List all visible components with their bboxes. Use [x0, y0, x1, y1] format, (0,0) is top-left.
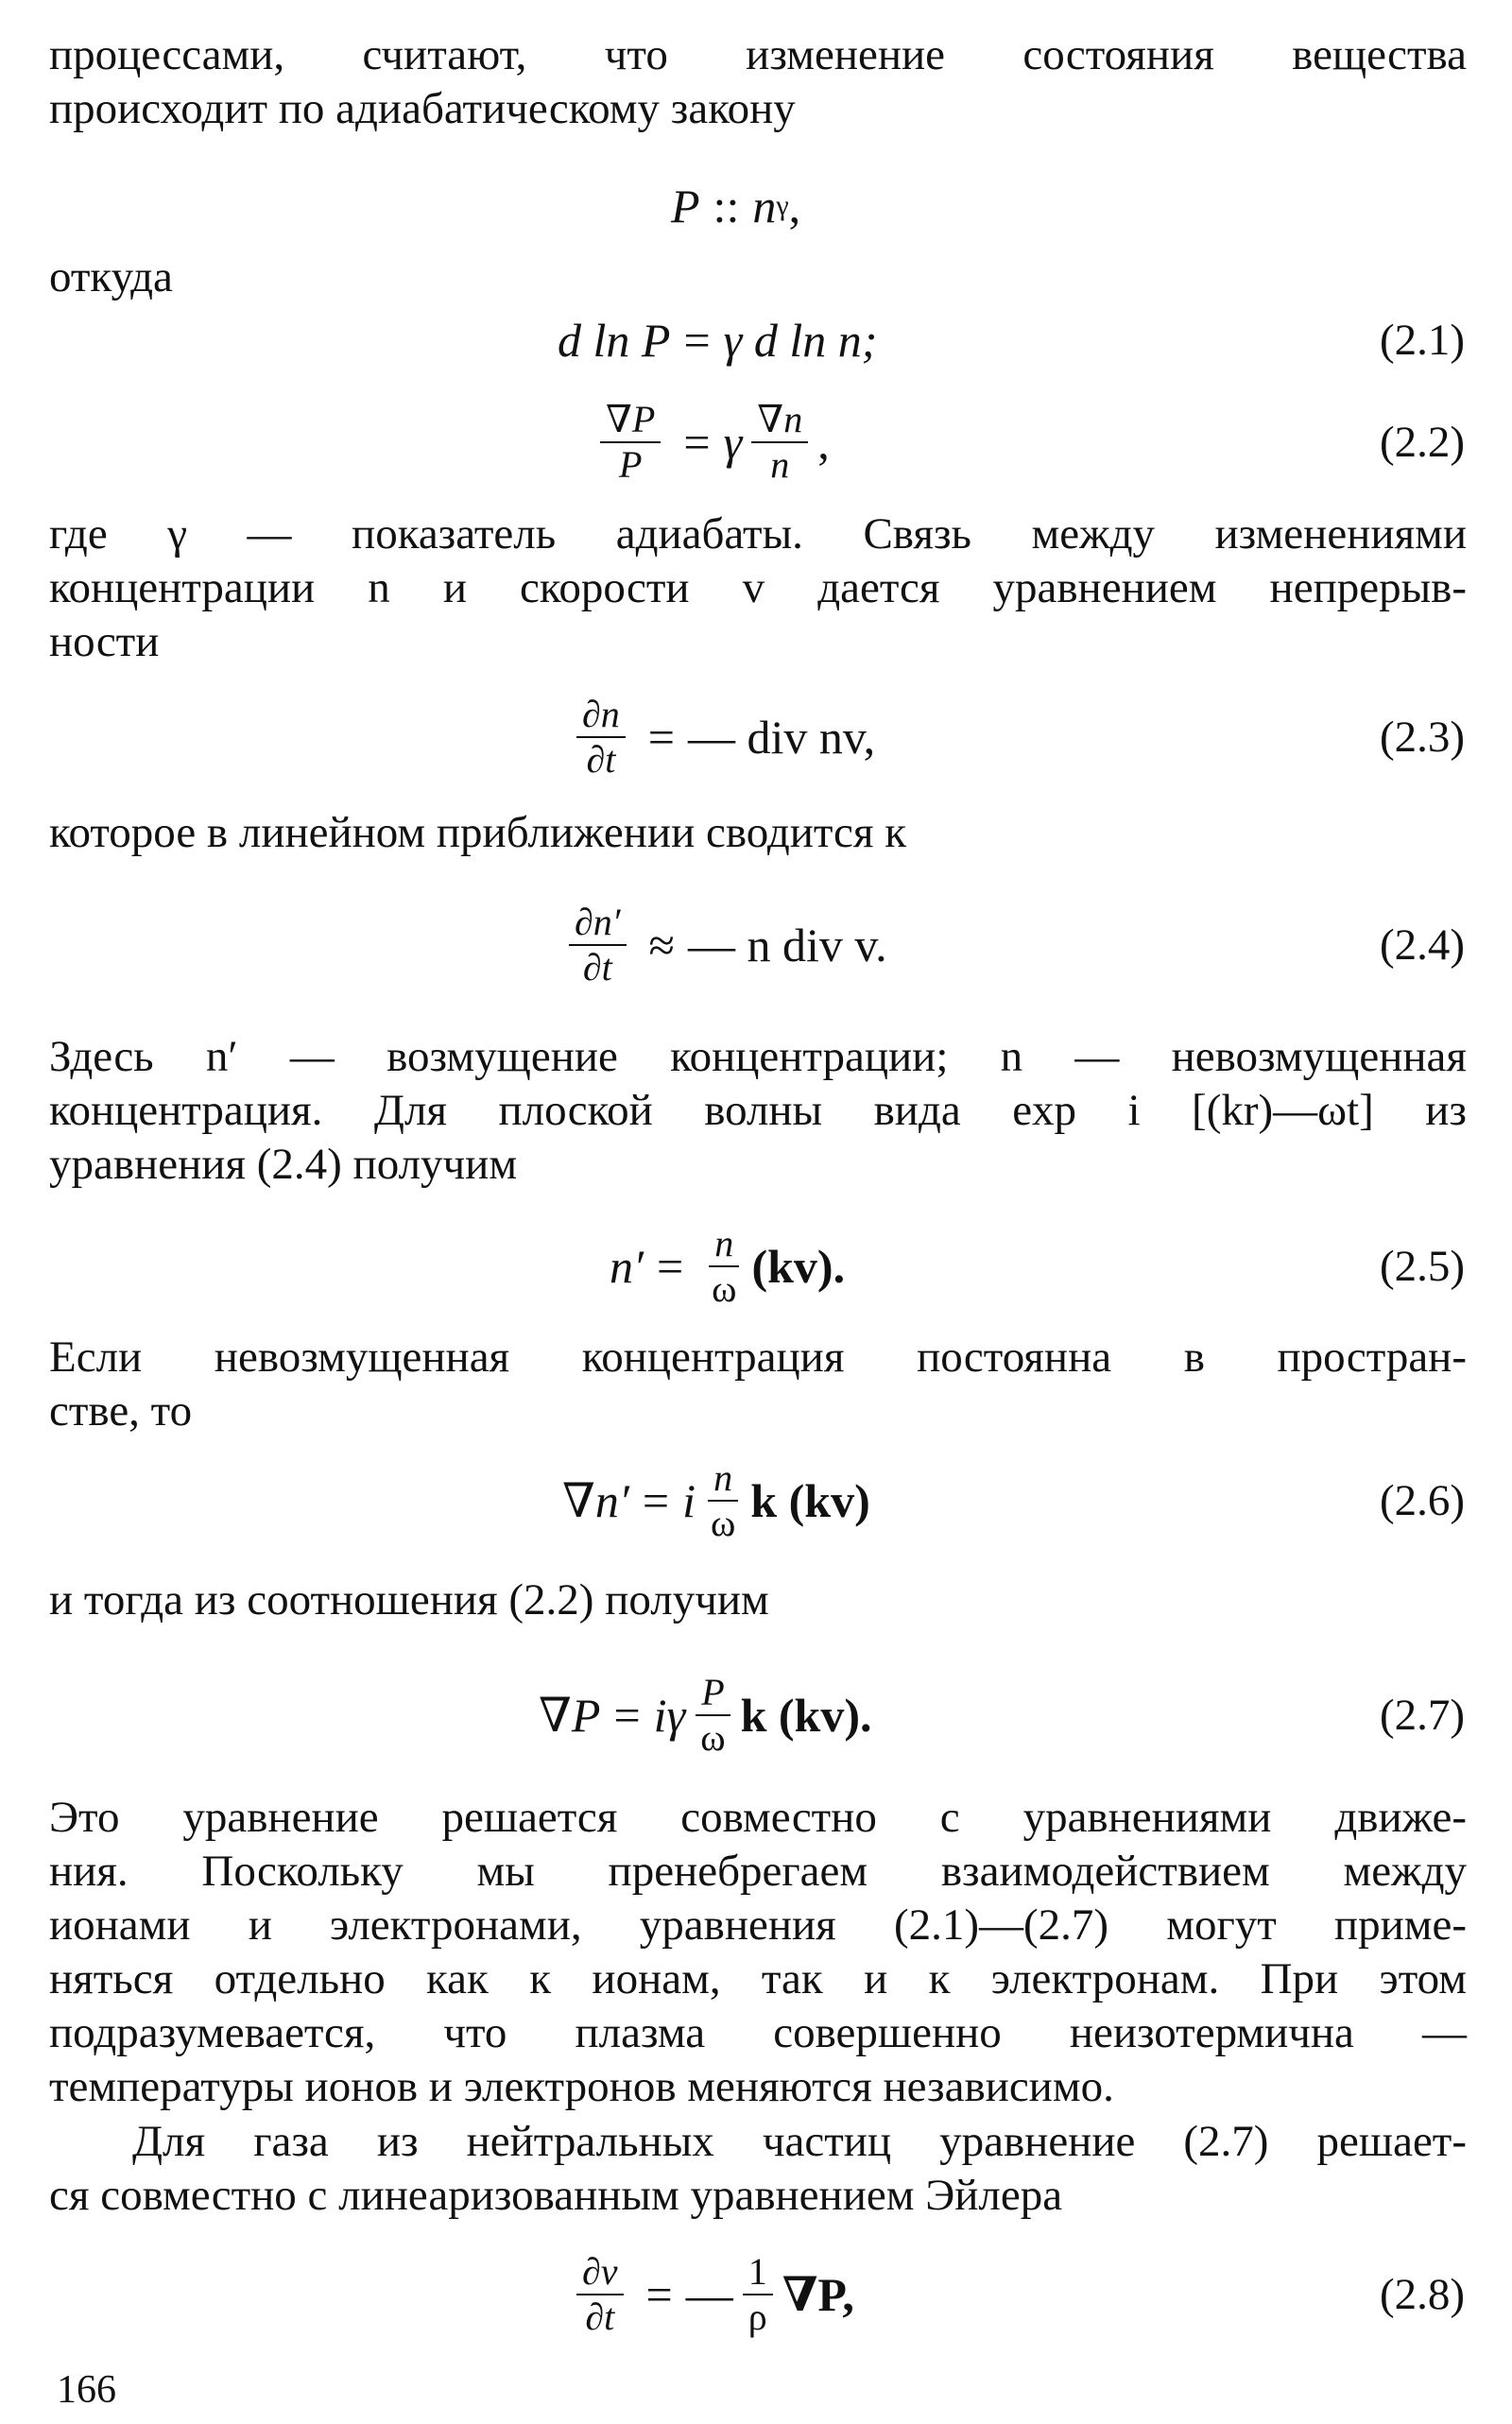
- eq-rhs: k (kv): [750, 1473, 870, 1527]
- eq-relation: =: [647, 711, 675, 764]
- eq-lhs: ∇P: [539, 1688, 601, 1742]
- frac-denominator: ∂t: [582, 946, 612, 989]
- eq-relation: ≈: [648, 919, 675, 971]
- frac-numerator: ∇n: [751, 400, 808, 443]
- text-line: Это уравнение решается совместно с уравнениями движе-: [49, 1793, 1467, 1842]
- text-line: концентрации n и скорости v дается уравнением непрерыв-: [49, 563, 1467, 612]
- text-line: Для газа из нейтральных частиц уравнение (2.7) решает-: [132, 2117, 1467, 2166]
- fraction: [576, 2249, 624, 2338]
- equation-number: (2.2): [1379, 418, 1465, 467]
- eq-rhs: — n div v.: [687, 919, 887, 971]
- equation-number: (2.4): [1379, 920, 1465, 970]
- frac-denominator: n: [770, 443, 790, 486]
- equation-number: (2.5): [1379, 1242, 1465, 1291]
- paragraph-2: [49, 250, 1467, 304]
- eq-coefficient: i: [682, 1473, 696, 1527]
- frac-numerator: ∇P: [600, 400, 661, 443]
- frac-numerator: P: [696, 1673, 730, 1716]
- equation-2-3: [0, 690, 1512, 784]
- text-line: Здесь n′ — возмущение концентрации; n — невозмущенная: [49, 1032, 1467, 1081]
- paragraph-3: [49, 507, 1467, 669]
- text-line: где γ — показатель адиабаты. Связь между изменениями: [49, 509, 1467, 559]
- text-line: Если невозмущенная концентрация постоянна в простран-: [49, 1332, 1467, 1382]
- text-line: температуры ионов и электронов меняются независимо.: [49, 2062, 1114, 2111]
- text-line: ности: [49, 617, 160, 666]
- equation-2-1: [0, 298, 1512, 383]
- text-line: ся совместно с линеаризованным уравнением Эйлера: [49, 2171, 1063, 2220]
- fraction: [600, 400, 661, 485]
- text-line: ния. Поскольку мы пренебрегаем взаимодействием между: [49, 1847, 1467, 1896]
- eq-rhs: ∇P,: [782, 2268, 854, 2321]
- fraction: [695, 1670, 730, 1759]
- eq-rhs: n: [752, 180, 777, 232]
- frac-denominator: ω: [700, 1715, 726, 1759]
- equation-number: (2.6): [1379, 1475, 1465, 1525]
- text-line: подразумевается, что плазма совершенно неизотермична —: [49, 2008, 1467, 2057]
- eq-relation: ::: [713, 180, 740, 232]
- frac-numerator: 1: [743, 2252, 773, 2295]
- eq-tail: ,: [817, 416, 830, 469]
- eq-coefficient: γ: [723, 416, 743, 469]
- eq-rhs: γ d ln n;: [723, 314, 878, 367]
- text-line: происходит по адиабатическому закону: [49, 84, 796, 133]
- paragraph-9: [49, 2115, 1467, 2223]
- text-line: и тогда из соотношения (2.2) получим: [49, 1575, 769, 1625]
- fraction: [569, 903, 627, 988]
- equation-2-8: [0, 2244, 1512, 2344]
- eq-lhs: n′: [610, 1240, 644, 1293]
- paragraph-4: [49, 806, 1467, 860]
- text-line: процессами, считают, что изменение состояния вещества: [49, 30, 1467, 79]
- frac-denominator: ω: [710, 1501, 736, 1544]
- equation-number: (2.8): [1379, 2269, 1465, 2319]
- frac-denominator: ω: [712, 1267, 737, 1310]
- frac-numerator: ∂n′: [569, 903, 627, 946]
- equation-2-2: [0, 395, 1512, 490]
- page-number: 166: [57, 2368, 116, 2412]
- paragraph-8: [49, 1791, 1467, 2114]
- fraction: [705, 1455, 741, 1544]
- text-line: стве, то: [49, 1386, 193, 1435]
- fraction: [751, 400, 808, 485]
- text-line: няться отдельно как к ионам, так и к электронам. При этом: [49, 1954, 1467, 2003]
- eq-rhs: k (kv).: [740, 1688, 872, 1742]
- paragraph-6: [49, 1331, 1467, 1438]
- frac-numerator: n: [708, 1458, 738, 1502]
- frac-numerator: ∂v: [576, 2252, 624, 2295]
- frac-numerator: ∂n: [576, 695, 626, 738]
- fraction: [706, 1224, 742, 1309]
- equation-2-6: [0, 1451, 1512, 1550]
- equation-2-7: [0, 1665, 1512, 1764]
- eq-exponent: γ: [776, 190, 789, 221]
- paragraph-7: [49, 1573, 1467, 1627]
- paragraph-1: [49, 28, 1467, 136]
- fraction: [743, 2249, 773, 2338]
- fraction: [576, 695, 626, 780]
- equation-number: (2.3): [1379, 713, 1465, 762]
- text-line: откуда: [49, 252, 173, 301]
- equation-number: (2.1): [1379, 316, 1465, 365]
- eq-lhs: ∇n′: [562, 1473, 629, 1527]
- eq-relation: =: [656, 1240, 684, 1293]
- frac-denominator: ∂t: [586, 738, 616, 781]
- eq-relation: =: [642, 1473, 670, 1527]
- eq-relation: =: [683, 416, 711, 469]
- equation-number: (2.7): [1379, 1690, 1465, 1740]
- frac-numerator: n: [709, 1224, 739, 1267]
- text-line: которое в линейном приближении сводится к: [49, 808, 907, 857]
- eq-relation: =: [613, 1688, 641, 1742]
- text-line: ионами и электронами, уравнения (2.1)—(2.7) могут приме-: [49, 1900, 1467, 1950]
- eq-minus: —: [685, 2267, 733, 2321]
- paragraph-5: [49, 1030, 1467, 1192]
- eq-relation: =: [683, 314, 711, 367]
- eq-coefficient: iγ: [653, 1688, 686, 1742]
- text-line: концентрация. Для плоской волны вида exp i [(kr)—ωt] из: [49, 1086, 1467, 1135]
- eq-rhs: — div nv,: [687, 711, 876, 764]
- frac-denominator: P: [618, 443, 643, 486]
- equation-2-5: [0, 1219, 1512, 1314]
- eq-rhs: (kv).: [751, 1240, 846, 1293]
- eq-lhs: P: [671, 180, 700, 232]
- equation-2-4: [0, 898, 1512, 992]
- frac-denominator: ∂t: [585, 2295, 615, 2338]
- equation-adiabatic-law: [0, 163, 1512, 249]
- eq-tail: ,: [788, 180, 801, 232]
- text-line: уравнения (2.4) получим: [49, 1140, 518, 1189]
- frac-denominator: ρ: [747, 2295, 767, 2338]
- eq-relation: =: [645, 2267, 673, 2321]
- eq-lhs: d ln P: [558, 314, 671, 367]
